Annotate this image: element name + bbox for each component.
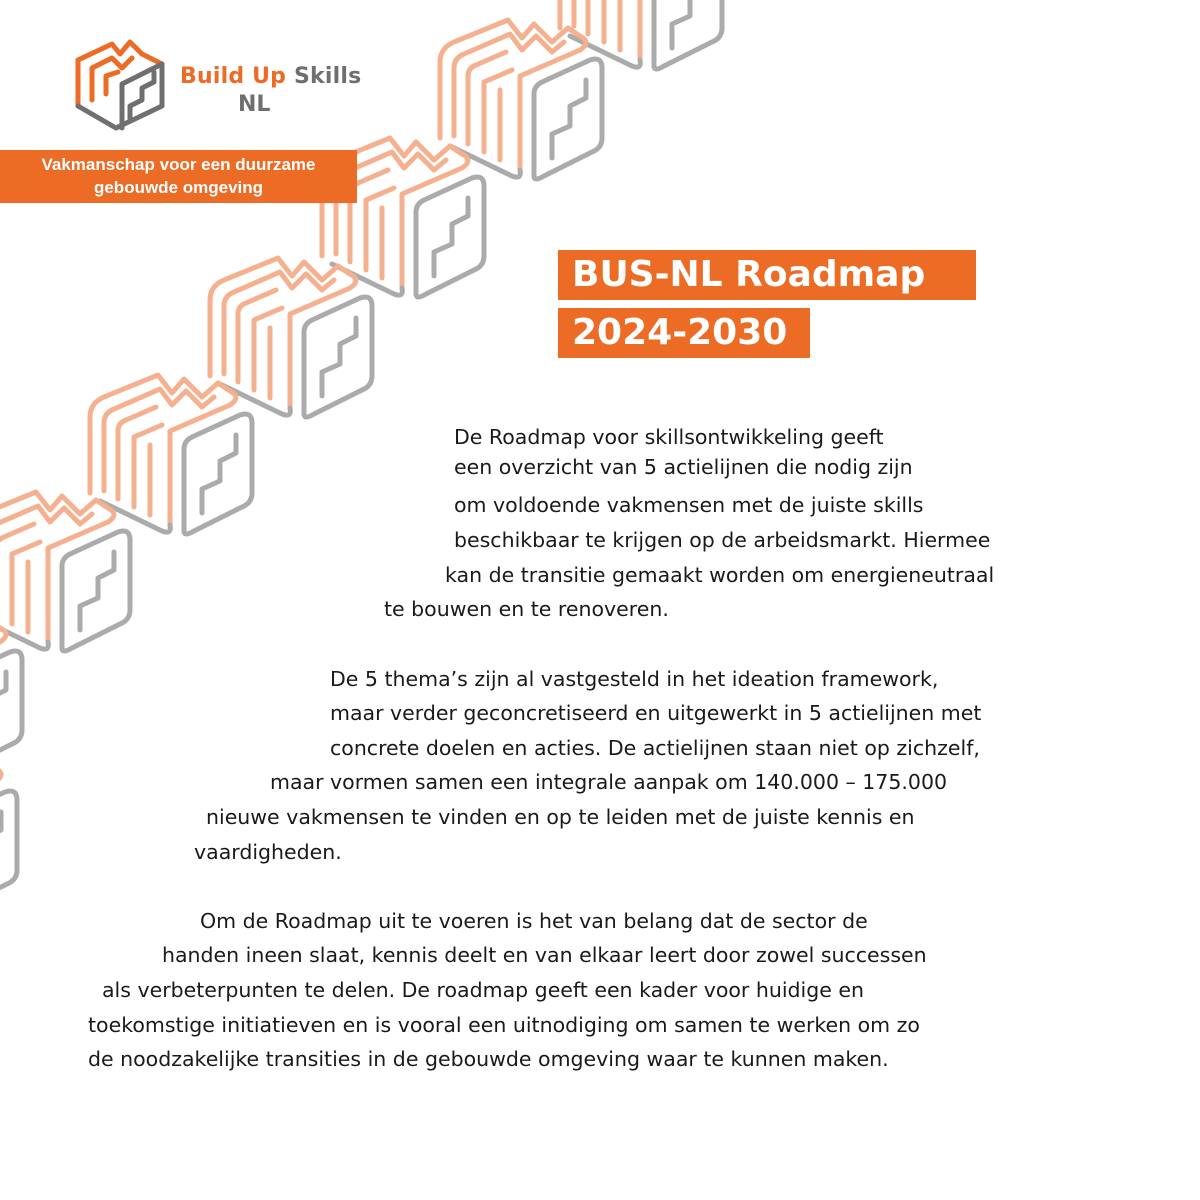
- build-up-skills-logo-icon: [72, 36, 172, 136]
- paragraph-3-line: de noodzakelijke transities in de gebouwde omgeving waar te kunnen maken.: [88, 1047, 889, 1071]
- paragraph-1-line: De Roadmap voor skillsontwikkeling geeft: [454, 425, 884, 449]
- title-line1: BUS-NL Roadmap: [558, 250, 976, 300]
- tagline-line2: gebouwde omgeving: [93, 178, 264, 197]
- tagline-banner: [0, 150, 357, 203]
- brand-name-part1: Build Up: [180, 64, 287, 89]
- paragraph-1-line: kan de transitie gemaakt worden om energieneutraal: [445, 563, 995, 587]
- paragraph-3-line: toekomstige initiatieven en is vooral een uitnodiging om samen te werken om zo: [88, 1013, 920, 1037]
- paragraph-1-line: een overzicht van 5 actielijnen die nodig zijn: [454, 455, 913, 479]
- paragraph-2-line: De 5 thema’s zijn al vastgesteld in het ideation framework,: [330, 667, 939, 691]
- paragraph-2-line: maar vormen samen een integrale aanpak om 140.000 – 175.000: [270, 770, 948, 794]
- paragraph-2-line: vaardigheden.: [194, 840, 342, 864]
- paragraph-3-line: als verbeterpunten te delen. De roadmap geeft een kader voor huidige en: [102, 978, 865, 1002]
- paragraph-1-line: beschikbaar te krijgen op de arbeidsmarkt. Hiermee: [454, 528, 991, 552]
- paragraph-2-line: nieuwe vakmensen te vinden en op te leiden met de juiste kennis en: [206, 805, 915, 829]
- paragraph-1-line: om voldoende vakmensen met de juiste skills: [454, 493, 924, 517]
- paragraph-3-line: handen ineen slaat, kennis deelt en van elkaar leert door zowel successen: [162, 943, 927, 967]
- title-line2: 2024-2030: [558, 308, 810, 358]
- paragraph-2-line: maar verder geconcretiseerd en uitgewerkt in 5 actielijnen met: [330, 701, 982, 725]
- brand-name: [180, 64, 361, 89]
- paragraph-2-line: concrete doelen en acties. De actielijnen staan niet op zichzelf,: [330, 736, 980, 760]
- tagline-line1: Vakmanschap voor een duurzame: [41, 155, 316, 174]
- brand-name-part2: Skills: [294, 64, 362, 89]
- paragraph-3-line: Om de Roadmap uit te voeren is het van belang dat de sector de: [200, 909, 868, 933]
- paragraph-1-line: te bouwen en te renoveren.: [384, 597, 669, 621]
- brand-country: NL: [238, 92, 271, 117]
